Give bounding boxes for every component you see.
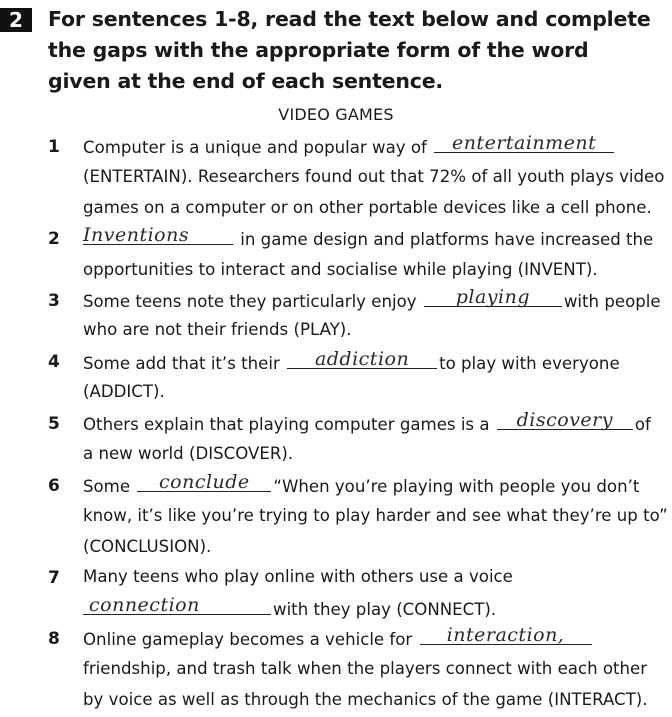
sentence-text: “When you’re playing with people you don’t — [273, 477, 640, 496]
sentence-number: 5 — [48, 414, 60, 434]
sentence-line: games on a computer or on other portable devices like a cell phone. — [83, 198, 652, 217]
handwritten-answer: interaction, — [446, 624, 565, 646]
sentence-line: friendship, and trash talk when the players connect with each other — [83, 659, 648, 678]
sentence-text: of — [634, 415, 651, 434]
sentence-line: who are not their friends (PLAY). — [83, 320, 352, 339]
handwritten-answer: conclude — [159, 471, 250, 493]
text-title: VIDEO GAMES — [278, 105, 394, 124]
sentence-number: 4 — [48, 352, 60, 372]
answer-gap[interactable] — [83, 224, 233, 246]
handwritten-answer: addiction — [314, 348, 410, 370]
handwritten-answer: discovery — [516, 409, 613, 431]
sentence-line — [83, 624, 594, 650]
sentence-number: 6 — [48, 476, 60, 496]
sentence-line: Many teens who play online with others use a voice — [83, 567, 513, 586]
answer-gap[interactable] — [287, 348, 437, 370]
sentence-number: 8 — [48, 629, 60, 649]
sentence-text: to play with everyone — [439, 354, 620, 373]
sentence-text: in game design and platforms have increased the — [235, 230, 654, 249]
answer-gap[interactable] — [497, 409, 633, 431]
handwritten-answer: connection — [89, 594, 200, 616]
answer-gap[interactable] — [137, 471, 271, 493]
sentence-line — [83, 224, 654, 250]
handwritten-answer: playing — [455, 286, 530, 308]
sentence-text: Computer is a unique and popular way of — [83, 138, 433, 157]
sentence-text: Some add that it’s their — [83, 354, 286, 373]
sentence-number: 3 — [48, 291, 60, 311]
handwritten-answer: entertainment — [451, 132, 597, 154]
sentence-line: (CONCLUSION). — [83, 537, 212, 556]
sentence-number: 1 — [48, 137, 60, 157]
answer-gap[interactable] — [424, 286, 562, 308]
answer-gap[interactable] — [420, 624, 592, 646]
sentence-text: Others explain that playing computer games is a — [83, 415, 495, 434]
sentence-line: (ADDICT). — [83, 382, 165, 401]
sentence-text: Some teens note they particularly enjoy — [83, 292, 422, 311]
answer-gap[interactable] — [83, 594, 271, 616]
sentence-line: (ENTERTAIN). Researchers found out that 72% of all youth plays video — [83, 167, 665, 186]
sentence-line: opportunities to interact and socialise while playing (INVENT). — [83, 260, 598, 279]
handwritten-answer: Inventions — [83, 224, 190, 246]
sentence-line — [83, 286, 661, 312]
sentence-line: a new world (DISCOVER). — [83, 444, 294, 463]
exercise-instructions: For sentences 1-8, read the text below and complete the gaps with the appropriate form of the word given at the end of each sentence. — [48, 7, 651, 93]
sentence-text: with people — [563, 292, 661, 311]
sentence-line: know, it’s like you’re trying to play harder and see what they’re up to” — [83, 506, 668, 525]
sentence-text: Some — [83, 477, 136, 496]
sentence-text: Online gameplay becomes a vehicle for — [83, 630, 418, 649]
answer-gap[interactable] — [434, 132, 614, 154]
sentence-line — [83, 594, 497, 620]
sentence-line — [83, 471, 640, 497]
sentence-line: by voice as well as through the mechanics of the game (INTERACT). — [83, 690, 648, 709]
exercise-number-badge: 2 — [0, 8, 32, 32]
sentence-line — [83, 348, 620, 374]
sentence-text: with they play (CONNECT). — [273, 600, 497, 619]
sentence-line — [83, 409, 651, 435]
sentence-number: 2 — [48, 229, 60, 249]
sentence-number: 7 — [48, 568, 60, 588]
sentence-line — [83, 132, 616, 158]
